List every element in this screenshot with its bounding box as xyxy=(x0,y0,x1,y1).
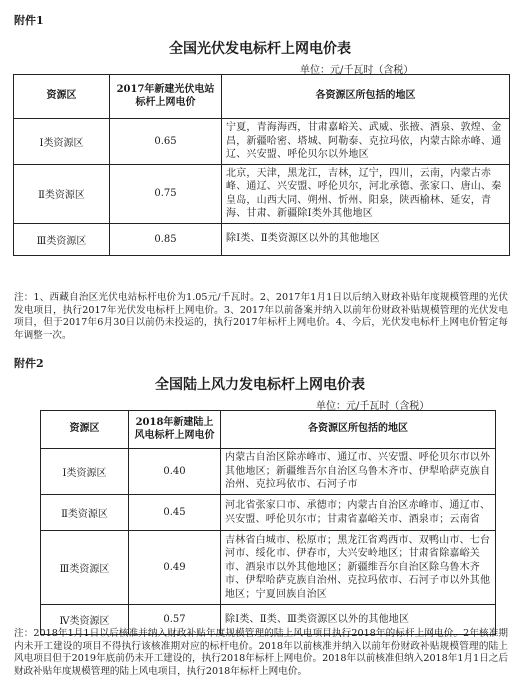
regions-cell: 除Ⅰ类、Ⅱ类、Ⅲ类资源区以外的其他地区 xyxy=(221,605,496,635)
regions-cell: 北京，天津，黑龙江，吉林，辽宁，四川，云南，内蒙古赤峰、通辽、兴安盟、呼伦贝尔，河北承德、张家口、唐山、秦皇岛，山西大同、朔州、忻州、阳泉，陕西榆林、延安，青海、甘肃、新疆除Ⅰ类外其他地区 xyxy=(222,164,510,223)
header-regions: 各资源区所包括的地区 xyxy=(221,411,496,449)
zone-cell: Ⅳ类资源区 xyxy=(41,605,129,635)
regions-cell: 内蒙古自治区除赤峰市、通辽市、兴安盟、呼伦贝尔市以外其他地区；新疆维吾尔自治区乌鲁木齐市、伊犁哈萨克族自治州、克拉玛依市、石河子市 xyxy=(221,449,496,495)
header-zone: 资源区 xyxy=(14,75,110,119)
table-row xyxy=(41,531,496,605)
regions-cell: 吉林省白城市、松原市；黑龙江省鸡西市、双鸭山市、七台河市、绥化市、伊春市，大兴安岭地区；甘肃省除嘉峪关市、酒泉市以外其他地区；新疆维吾尔自治区除乌鲁木齐市、伊犁哈萨克族自治州、克拉玛依市、石河子市以外其他地区；宁夏回族自治区 xyxy=(221,531,496,605)
wind-price-table xyxy=(40,410,496,635)
wind-unit-label: 单位：元/千瓦时（含税） xyxy=(316,401,430,412)
pv-price-table xyxy=(13,74,510,256)
pv-unit-label: 单位：元/千瓦时（含税） xyxy=(300,65,414,76)
zone-cell: Ⅱ类资源区 xyxy=(41,495,129,531)
wind-table-header xyxy=(41,411,496,449)
header-regions: 各资源区所包括的地区 xyxy=(222,75,510,119)
wind-footnote: 注：2018年1月1日以后核准并纳入财政补贴年度规模管理的陆上风电项目执行2018年的标杆上网电价。2年核准期内未开工建设的项目不得执行该核准期对应的标杆电价。2018年以前核准并纳入以前年份财政补贴规模管理的陆上风电项目但于2019年底前仍未开工建设的，执行2018年标杆上网电价。2018年以前核准但纳入2018年1月1日之后财政补贴年度规模管理的陆上风电项目，执行2018年标杆上网电价。 xyxy=(14,628,508,677)
zone-cell: Ⅱ类资源区 xyxy=(14,164,110,223)
price-cell: 0.85 xyxy=(110,223,222,255)
pv-footnote: 注：1、西藏自治区光伏电站标杆电价为1.05元/千瓦时。2、2017年1月1日以后纳入财政补贴年度规模管理的光伏发电项目，执行2017年光伏发电标杆上网电价。3、2017年以前备案并纳入以前年份财政补贴规模管理的光伏发电项目，但于2017年6月30日以前仍未投运的，执行2017年标杆上网电价。4、今后，光伏发电标杆上网电价暂定每年调整一次。 xyxy=(14,292,508,341)
price-cell: 0.57 xyxy=(129,605,221,635)
price-cell: 0.49 xyxy=(129,531,221,605)
header-price: 2018年新建陆上风电标杆上网电价 xyxy=(129,411,221,449)
regions-cell: 河北省张家口市、承德市；内蒙古自治区赤峰市、通辽市、兴安盟、呼伦贝尔市；甘肃省嘉峪关市、酒泉市；云南省 xyxy=(221,495,496,531)
pv-table-title: 全国光伏发电标杆上网电价表 xyxy=(169,41,351,57)
wind-table-title: 全国陆上风力发电标杆上网电价表 xyxy=(155,377,365,393)
table-row xyxy=(41,449,496,495)
header-zone: 资源区 xyxy=(41,411,129,449)
zone-cell: Ⅲ类资源区 xyxy=(41,531,129,605)
attachment-2-label: 附件2 xyxy=(14,357,44,370)
table-row xyxy=(14,119,510,165)
price-cell: 0.40 xyxy=(129,449,221,495)
regions-cell: 宁夏，青海海西，甘肃嘉峪关、武威、张掖、酒泉、敦煌、金昌，新疆哈密、塔城、阿勒泰、克拉玛依，内蒙古除赤峰、通辽、兴安盟、呼伦贝尔以外地区 xyxy=(222,119,510,165)
pv-table-header xyxy=(14,75,510,119)
price-cell: 0.65 xyxy=(110,119,222,165)
attachment-1-label: 附件1 xyxy=(14,14,44,27)
regions-cell: 除Ⅰ类、Ⅱ类资源区以外的其他地区 xyxy=(222,223,510,255)
price-cell: 0.45 xyxy=(129,495,221,531)
table-row xyxy=(14,223,510,255)
header-price: 2017年新建光伏电站标杆上网电价 xyxy=(110,75,222,119)
zone-cell: Ⅰ类资源区 xyxy=(41,449,129,495)
table-row xyxy=(14,164,510,223)
table-row xyxy=(41,495,496,531)
zone-cell: Ⅲ类资源区 xyxy=(14,223,110,255)
zone-cell: Ⅰ类资源区 xyxy=(14,119,110,165)
price-cell: 0.75 xyxy=(110,164,222,223)
